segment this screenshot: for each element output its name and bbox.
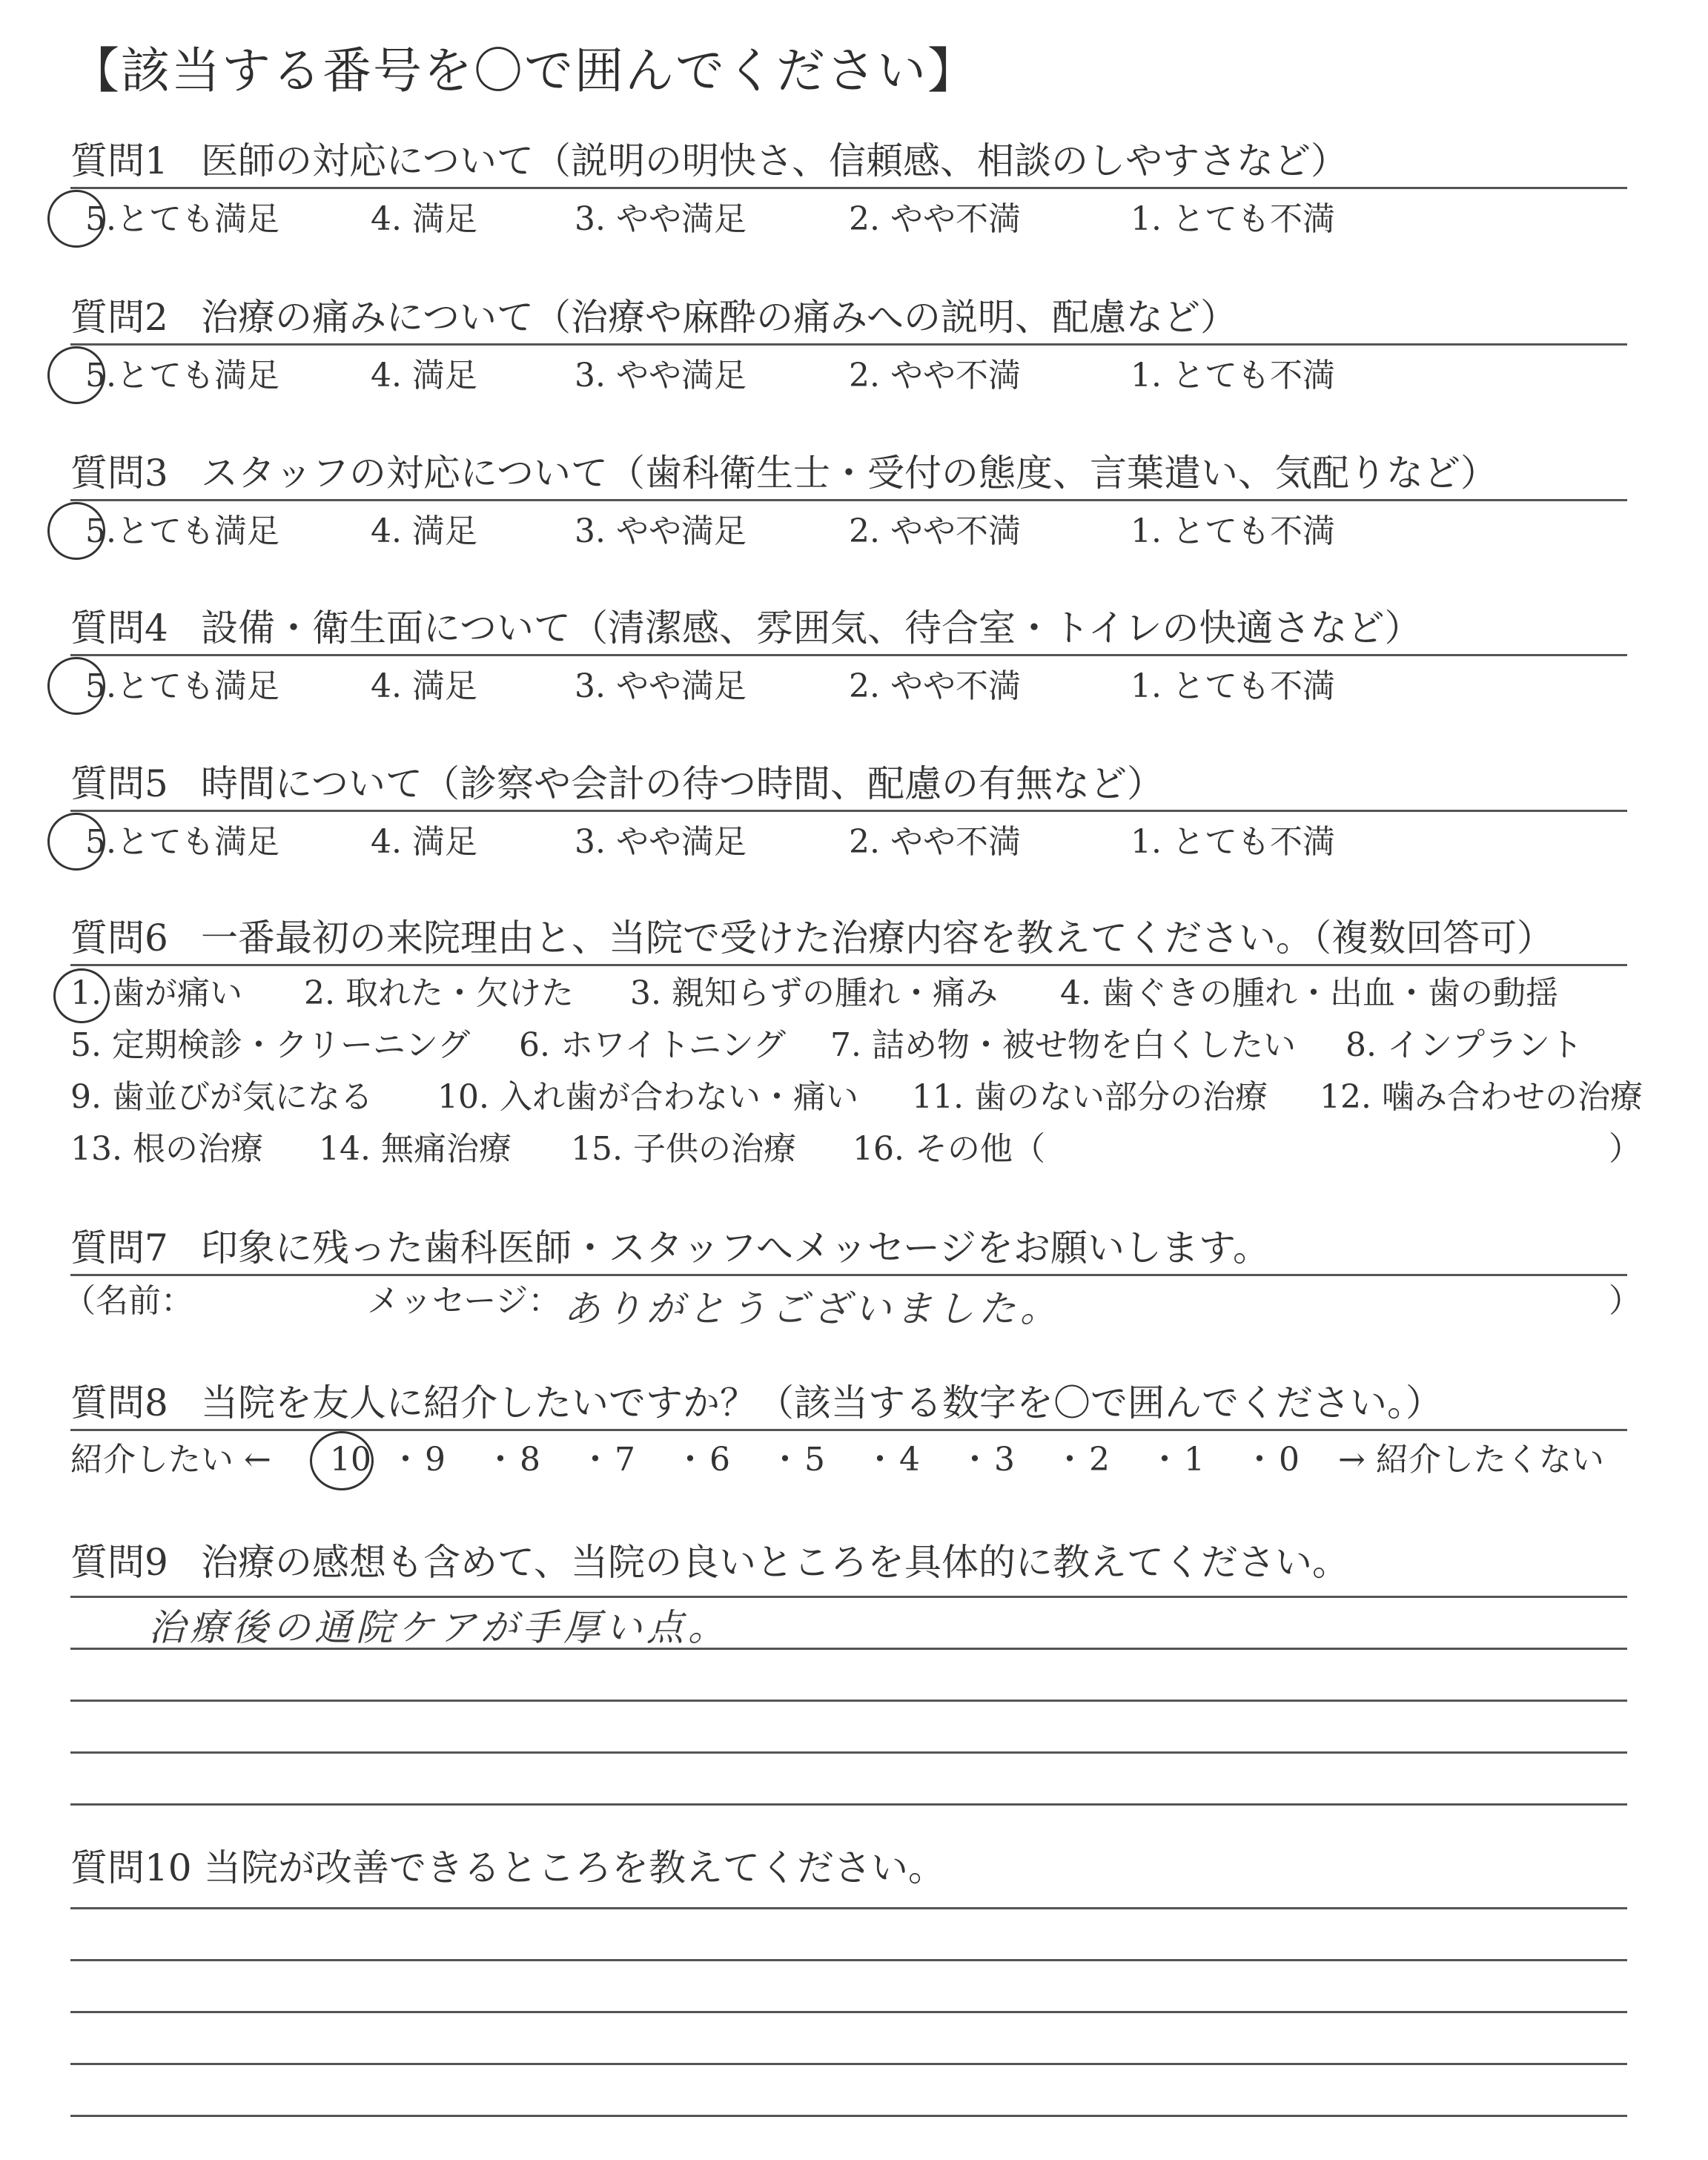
checkbox-option[interactable]: 8. インプラント	[1345, 1026, 1583, 1064]
rating-option[interactable]: 5.とても満足	[85, 667, 279, 705]
answer-line	[70, 1803, 1627, 1806]
question-rule	[70, 1429, 1627, 1431]
question-title	[70, 1226, 1270, 1269]
checkbox-option[interactable]: 3. 親知らずの腫れ・痛み	[630, 974, 998, 1012]
question-rule	[70, 343, 1627, 346]
question-text: 治療の感想も含めて、当院の良いところを具体的に教えてください。	[201, 1541, 1349, 1584]
scale-option[interactable]: 2	[1089, 1441, 1110, 1479]
selection-circle	[310, 1431, 374, 1490]
question-text: 設備・衛生面について（清潔感、雰囲気、待合室・トイレの快適さなど）	[201, 607, 1422, 650]
selection-circle	[53, 968, 110, 1023]
question-title	[70, 762, 1164, 805]
scale-option[interactable]: 5	[804, 1441, 825, 1479]
checkbox-option[interactable]: 13. 根の治療	[70, 1130, 263, 1168]
scale-option[interactable]: 3	[994, 1441, 1015, 1479]
rating-option[interactable]: 1. とても不満	[1131, 357, 1335, 394]
question-title	[70, 1381, 1443, 1424]
question-text: 医師の対応について（説明の明快さ、信頼感、相談のしやすさなど）	[201, 139, 1348, 182]
question-title	[70, 1846, 945, 1889]
checkbox-option[interactable]: 1. 歯が痛い	[70, 974, 242, 1012]
scale-dot: ・	[484, 1441, 517, 1479]
question-text: スタッフの対応について（歯科衛生士・受付の態度、言葉遣い、気配りなど）	[201, 452, 1497, 495]
rating-option[interactable]: 2. やや不満	[849, 823, 1021, 861]
rating-option[interactable]: 4. 満足	[371, 357, 477, 394]
rating-option[interactable]: 1. とても不満	[1131, 200, 1335, 238]
rating-option[interactable]: 1. とても不満	[1131, 512, 1335, 550]
question-number: 質問8	[70, 1381, 168, 1424]
scale-option[interactable]: 9	[425, 1441, 446, 1479]
rating-option[interactable]: 2. やや不満	[849, 512, 1021, 550]
question-rule	[70, 654, 1627, 656]
question-number: 質問2	[70, 296, 168, 339]
question-number: 質問3	[70, 452, 168, 495]
checkbox-option[interactable]: 11. 歯のない部分の治療	[912, 1078, 1268, 1116]
scale-option[interactable]: 4	[899, 1441, 920, 1479]
scale-option[interactable]: 7	[615, 1441, 635, 1479]
rating-option[interactable]: 1. とても不満	[1131, 667, 1335, 705]
scale-option[interactable]: 6	[709, 1441, 730, 1479]
rating-option[interactable]: 4. 満足	[371, 667, 477, 705]
rating-option[interactable]: 1. とても不満	[1131, 823, 1335, 861]
scale-dot: ・	[959, 1441, 991, 1479]
rating-option[interactable]: 3. やや満足	[575, 357, 747, 394]
message-handwriting[interactable]: ありがとうございました。	[563, 1287, 1062, 1330]
answer-line	[70, 1596, 1627, 1598]
scale-dot: ・	[864, 1441, 896, 1479]
checkbox-option[interactable]: 14. 無痛治療	[319, 1130, 512, 1168]
question-title	[70, 607, 1422, 650]
rating-option[interactable]: 3. やや満足	[575, 823, 747, 861]
checkbox-option[interactable]: 10. 入れ歯が合わない・痛い	[437, 1078, 858, 1116]
scale-dot: ・	[769, 1441, 801, 1479]
scale-dot: ・	[389, 1441, 422, 1479]
question-number: 質問5	[70, 762, 168, 805]
selection-circle	[47, 502, 105, 560]
rating-option[interactable]: 5.とても満足	[85, 823, 279, 861]
question-title	[70, 916, 1554, 960]
rating-option[interactable]: 4. 満足	[371, 823, 477, 861]
question-title	[70, 452, 1497, 495]
checkbox-option[interactable]: 15. 子供の治療	[571, 1130, 796, 1168]
rating-option[interactable]: 3. やや満足	[575, 200, 747, 238]
question-text: 当院を友人に紹介したいですか？（該当する数字を〇で囲んでください。）	[201, 1381, 1443, 1424]
scale-option[interactable]: 8	[520, 1441, 540, 1479]
question-number: 質問7	[70, 1226, 168, 1269]
name-label: （名前：	[63, 1282, 193, 1320]
scale-dot: ・	[579, 1441, 612, 1479]
page-title: 【該当する番号を〇で囲んでください】	[70, 42, 978, 99]
scale-dot: ・	[1148, 1441, 1181, 1479]
question-text: 時間について（診察や会計の待つ時間、配慮の有無など）	[201, 762, 1164, 805]
answer-line	[70, 2011, 1627, 2013]
scale-right-label: → 紹介したくない	[1338, 1441, 1604, 1479]
answer-line	[70, 2063, 1627, 2065]
question-number: 質問6	[70, 916, 168, 960]
checkbox-option[interactable]: 9. 歯並びが気になる	[70, 1078, 373, 1116]
close-paren: ）	[1609, 1130, 1641, 1168]
checkbox-option[interactable]: 7. 詰め物・被せ物を白くしたい	[830, 1026, 1296, 1064]
question-text: 印象に残った歯科医師・スタッフへメッセージをお願いします。	[201, 1226, 1270, 1269]
question-rule	[70, 810, 1627, 812]
question-rule	[70, 187, 1627, 189]
scale-dot: ・	[1053, 1441, 1086, 1479]
answer-line	[70, 2115, 1627, 2117]
checkbox-option[interactable]: 16. その他（	[853, 1130, 1045, 1168]
rating-option[interactable]: 3. やや満足	[575, 512, 747, 550]
scale-option[interactable]: 10	[330, 1441, 371, 1479]
selection-circle	[47, 657, 105, 715]
question-rule	[70, 964, 1627, 966]
answer-line	[70, 1959, 1627, 1961]
checkbox-option[interactable]: 2. 取れた・欠けた	[304, 974, 574, 1012]
rating-option[interactable]: 4. 満足	[371, 512, 477, 550]
answer-line	[70, 1751, 1627, 1754]
question-text: 当院が改善できるところを教えてください。	[204, 1846, 945, 1889]
question-rule	[70, 1274, 1627, 1276]
checkbox-option[interactable]: 4. 歯ぐきの腫れ・出血・歯の動揺	[1060, 974, 1558, 1012]
answer-line	[70, 1700, 1627, 1702]
answer-handwriting[interactable]: 治療後の通院ケアが手厚い点。	[148, 1606, 729, 1649]
question-number: 質問10	[70, 1846, 192, 1889]
rating-option[interactable]: 5.とても満足	[85, 200, 279, 238]
question-title	[70, 139, 1348, 182]
rating-option[interactable]: 4. 満足	[371, 200, 477, 238]
scale-option[interactable]: 1	[1184, 1441, 1205, 1479]
scale-dot: ・	[1243, 1441, 1276, 1479]
scale-left-label: 紹介したい ←	[70, 1441, 271, 1479]
question-title	[70, 296, 1237, 339]
selection-circle	[47, 813, 105, 871]
close-paren: ）	[1609, 1282, 1641, 1320]
rating-option[interactable]: 5.とても満足	[85, 512, 279, 550]
answer-line	[70, 1907, 1627, 1909]
rating-option[interactable]: 2. やや不満	[849, 200, 1021, 238]
rating-option[interactable]: 3. やや満足	[575, 667, 747, 705]
question-rule	[70, 499, 1627, 501]
question-title	[70, 1541, 1349, 1584]
scale-option[interactable]: 0	[1279, 1441, 1300, 1479]
selection-circle	[47, 190, 105, 248]
checkbox-option[interactable]: 6. ホワイトニング	[519, 1026, 787, 1064]
selection-circle	[47, 346, 105, 404]
checkbox-option[interactable]: 12. 噛み合わせの治療	[1320, 1078, 1643, 1116]
rating-option[interactable]: 2. やや不満	[849, 357, 1021, 394]
rating-option[interactable]: 5.とても満足	[85, 357, 279, 394]
scale-dot: ・	[674, 1441, 706, 1479]
question-text: 治療の痛みについて（治療や麻酔の痛みへの説明、配慮など）	[201, 296, 1237, 339]
question-number: 質問9	[70, 1541, 168, 1584]
question-number: 質問4	[70, 607, 168, 650]
question-text: 一番最初の来院理由と、当院で受けた治療内容を教えてください。（複数回答可）	[201, 916, 1554, 960]
rating-option[interactable]: 2. やや不満	[849, 667, 1021, 705]
checkbox-option[interactable]: 5. 定期検診・クリーニング	[70, 1026, 471, 1064]
message-label: メッセージ：	[367, 1282, 561, 1320]
question-number: 質問1	[70, 139, 168, 182]
